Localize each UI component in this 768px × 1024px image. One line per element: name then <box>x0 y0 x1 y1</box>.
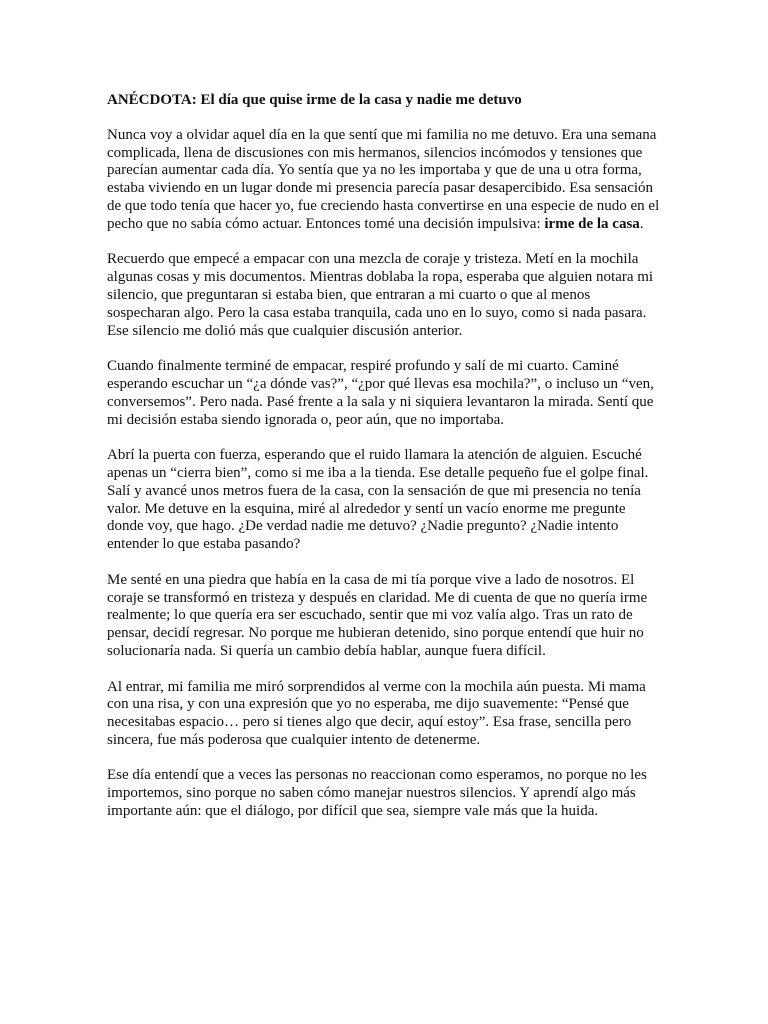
document-title: ANÉCDOTA: El día que quise irme de la casa y nadie me detuvo <box>107 92 522 108</box>
paragraph-5: Me senté en una piedra que había en la casa de mi tía porque vive a lado de nosotros. El coraje se transformó en tristeza y después en claridad. Me di cuenta de que no quería irme realmente; lo que quería era ser escuchado, sentir que mi voz valía algo. Tras un rato de pensar, decidí regresar. No porque me hubieran detenido, sino porque entendí que huir no solucionaría nada. Si quería un cambio debía hablar, aunque fuera difícil. <box>107 571 648 659</box>
paragraph-4: Abrí la puerta con fuerza, esperando que el ruido llamara la atención de alguien. Escuché apenas un “cierra bien”, como si me iba a la tienda. Ese detalle pequeño fue el golpe final. Salí y avancé unos metros fuera de la casa, con la sensación de que mi presencia no tenía valor. Me detuve en la esquina, miré al alrededor y sentí un vacío enorme me pregunte donde voy, que hago. ¿De verdad nadie me detuvo? ¿Nadie pregunto? ¿Nadie intento entender lo que estaba pasando? <box>107 447 649 553</box>
paragraph-6: Al entrar, mi familia me miró sorprendidos al verme con la mochila aún puesta. Mi mama con una risa, y con una expresión que yo no esperaba, me dijo suavemente: “Pensé que necesitabas espacio… pero si tienes algo que decir, aquí estoy”. Esa frase, sencilla pero sincera, fue más poderosa que cualquier intento de detenerme. <box>107 678 646 748</box>
document-page <box>107 92 663 839</box>
paragraph-7: Ese día entendí que a veces las personas no reaccionan como esperamos, no porque no les importemos, sino porque no saben cómo manejar nuestros silencios. Y aprendí algo más importante aún: que el diálogo, por difícil que sea, siempre vale más que la huida. <box>107 767 647 820</box>
paragraph-3: Cuando finalmente terminé de empacar, respiré profundo y salí de mi cuarto. Caminé esperando escuchar un “¿a dónde vas?”, “¿por qué llevas esa mochila?”, o incluso un “ven, conversemos”. Pero nada. Pasé frente a la sala y ni siquiera levantaron la mirada. Sentí que mi decisión estaba siendo ignorada o, peor aún, que no importaba. <box>107 358 654 428</box>
paragraph-1-text: Nunca voy a olvidar aquel día en la que sentí que mi familia no me detuvo. Era una semana complicada, llena de discusiones con mis hermanos, silencios incómodos y tensiones que parecían aumentar cada día. Yo sentía que ya no les importaba y que de una u otra forma, estaba viviendo en un lugar donde mi presencia parecía pasar desapercibido. Esa sensación de que todo tenía que hacer yo, fue creciendo hasta convertirse en una especie de nudo en el pecho que no sabía cómo actuar. Entonces tomé una decisión impulsiva: <box>107 126 660 232</box>
paragraph-2: Recuerdo que empecé a empacar con una mezcla de coraje y tristeza. Metí en la mochila algunas cosas y mis documentos. Mientras doblaba la ropa, esperaba que alguien notara mi silencio, que preguntaran si estaba bien, que entraran a mi cuarto o que al menos sospecharan algo. Pero la casa estaba tranquila, cada uno en lo suyo, como si nada pasara. Ese silencio me dolió más que cualquier discusión anterior. <box>107 251 654 339</box>
paragraph-1-end: . <box>639 215 644 232</box>
paragraph-1-bold-phrase: irme de la casa <box>544 215 640 232</box>
paragraph-1 <box>107 127 663 234</box>
